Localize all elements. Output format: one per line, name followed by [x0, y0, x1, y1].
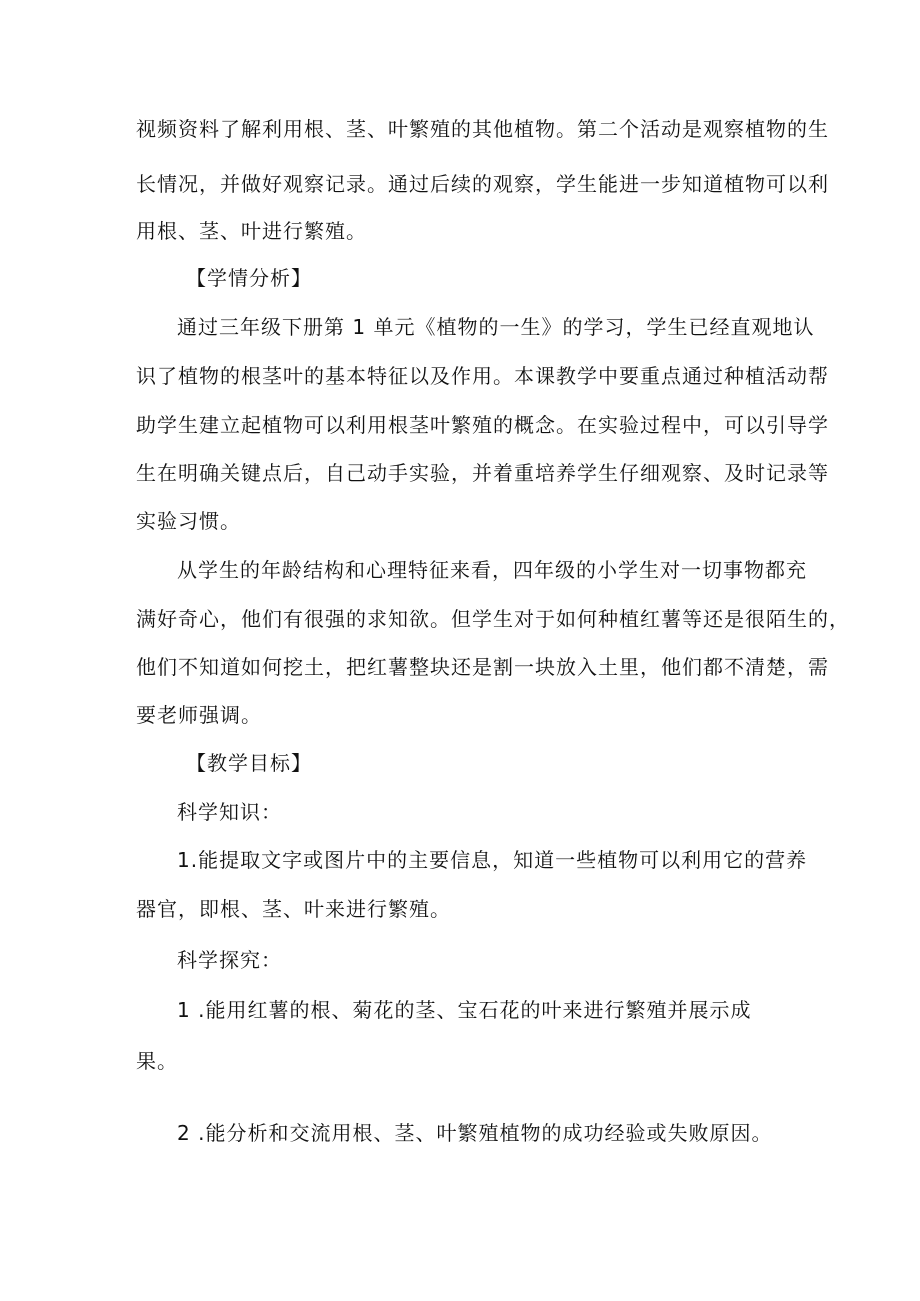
list-item-line: 2 .能分析和交流用根、茎、叶繁殖植物的成功经验或失败原因。	[177, 1121, 773, 1145]
list-item-line: 器官，即根、茎、叶来进行繁殖。	[136, 897, 451, 921]
subheading-science-knowledge: 科学知识：	[177, 800, 282, 824]
paragraph-line: 实验习惯。	[136, 509, 241, 533]
section-heading-teaching-goals: 【教学目标】	[186, 751, 312, 775]
paragraph-line: 助学生建立起植物可以利用根茎叶繁殖的概念。在实验过程中，可以引导学	[136, 413, 829, 437]
paragraph-line: 从学生的年龄结构和心理特征来看，四年级的小学生对一切事物都充	[177, 558, 807, 582]
list-item-line: 1.能提取文字或图片中的主要信息，知道一些植物可以利用它的营养	[177, 848, 808, 872]
subheading-science-inquiry: 科学探究：	[177, 948, 282, 972]
paragraph-line: 生在明确关键点后，自己动手实验，并着重培养学生仔细观察、及时记录等	[136, 461, 829, 485]
section-heading-learning-analysis: 【学情分析】	[186, 266, 312, 290]
paragraph-line: 用根、茎、叶进行繁殖。	[136, 219, 367, 243]
paragraph-line: 通过三年级下册第 1 单元《植物的一生》的学习，学生已经直观地认	[177, 315, 815, 339]
paragraph-line: 视频资料了解利用根、茎、叶繁殖的其他植物。第二个活动是观察植物的生	[136, 117, 829, 141]
paragraph-line: 他们不知道如何挖土，把红薯整块还是割一块放入土里，他们都不清楚，需	[136, 655, 829, 679]
paragraph-line: 要老师强调。	[136, 703, 262, 727]
paragraph-line: 满好奇心，他们有很强的求知欲。但学生对于如何种植红薯等还是很陌生的，	[136, 607, 850, 631]
list-item-line: 果。	[136, 1049, 178, 1073]
list-item-line: 1 .能用红薯的根、菊花的茎、宝石花的叶来进行繁殖并展示成	[177, 998, 752, 1022]
paragraph-line: 识了植物的根茎叶的基本特征以及作用。本课教学中要重点通过种植活动帮	[136, 364, 829, 388]
paragraph-line: 长情况，并做好观察记录。通过后续的观察，学生能进一步知道植物可以利	[136, 172, 829, 196]
